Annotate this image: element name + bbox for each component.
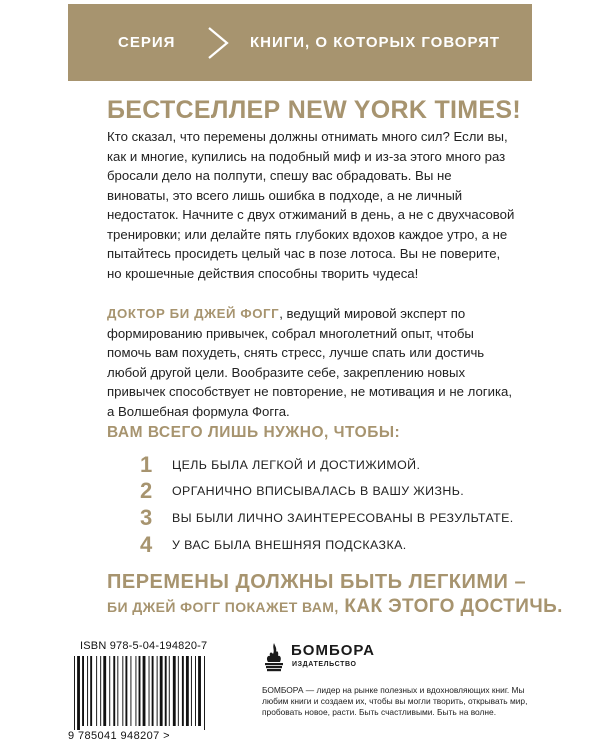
list-item-number: 4	[140, 532, 153, 557]
barcode-digits: 9 785041 948207 >	[68, 730, 170, 742]
series-name: КНИГИ, О КОТОРЫХ ГОВОРЯТ	[250, 34, 501, 51]
barcode-bar	[90, 656, 92, 726]
barcode-bar	[117, 656, 118, 726]
barcode-bar	[109, 656, 110, 726]
barcode-bar	[182, 656, 184, 726]
intro-paragraph: Кто сказал, что перемены должны отнимать много сил? Если вы, как и многие, купились на подобный миф и из-за этого много раз бросали дело на полпути, спешу вас обрадовать. Вы не виноваты, это всего лишь ошибка в подходе, а не личный недостаток. Начните с двух отжиманий в день, а не с двухчасовой тренировки; или делайте пять глубоких вдохов каждое утро, а не пытайтесь просидеть целый час в позе лотоса. Вы не поверите, но крошечные действия способны творить чудеса!	[107, 129, 515, 281]
barcode-bar	[135, 656, 136, 726]
list-item-text: У ВАС БЫЛА ВНЕШНЯЯ ПОДСКАЗКА.	[172, 538, 407, 552]
list-item	[140, 452, 420, 478]
series-banner	[68, 4, 532, 81]
chevron-right-icon	[206, 26, 230, 60]
barcode-bar	[186, 656, 189, 726]
series-label: СЕРИЯ	[118, 34, 176, 51]
barcode-bar	[169, 656, 170, 726]
closing-subline-small: БИ ДЖЕЙ ФОГГ ПОКАЖЕТ ВАМ,	[107, 599, 339, 615]
barcode-bar	[74, 656, 75, 730]
publisher-subtitle: ИЗДАТЕЛЬСТВО	[292, 661, 357, 668]
bestseller-headline: БЕСТСЕЛЛЕР NEW YORK TIMES!	[107, 96, 521, 124]
barcode-bar	[195, 656, 196, 726]
barcode-bar	[113, 656, 115, 726]
barcode-bar	[87, 656, 88, 726]
list-item	[140, 478, 464, 504]
author-paragraph	[107, 304, 517, 421]
barcode-bar	[100, 656, 101, 726]
barcode-bar	[198, 656, 201, 726]
list-item	[140, 505, 514, 531]
list-item-number: 3	[140, 505, 153, 530]
closing-subline-big: КАК ЭТОГО ДОСТИЧЬ.	[338, 596, 563, 617]
barcode-bar	[149, 656, 150, 726]
list-item-number: 2	[140, 478, 153, 503]
publisher-name: БОМБОРА	[291, 642, 375, 659]
list-item	[140, 532, 407, 558]
barcode-bar	[139, 656, 141, 726]
author-name: ДОКТОР БИ ДЖЕЙ ФОГГ	[107, 306, 280, 321]
barcode-bar	[157, 656, 158, 726]
publisher-about: БОМБОРА — лидер на рынке полезных и вдохновляющих книг. Мы любим книги и создаем их, чтобы вы могли творить, открывать мир, пробовать новое, расти. Быть счастливыми. Быть на волне.	[262, 685, 528, 717]
barcode	[70, 656, 246, 730]
closing-subline	[107, 596, 563, 618]
barcode-bar	[152, 656, 154, 726]
author-description: , ведущий мировой эксперт по формированию привычек, собрал многолетний опыт, чтобы помочь вам похудеть, снять стресс, лучше спать или достичь любой другой цели. Вообразите себе, закреплению новых привычек способствует не повторение, не мотивация и не логика, а Волшебная формула Фогга.	[107, 306, 513, 419]
barcode-bar	[122, 656, 123, 726]
list-item-text: ЦЕЛЬ БЫЛА ЛЕГКОЙ И ДОСТИЖИМОЙ.	[172, 458, 421, 472]
needs-title: ВАМ ВСЕГО ЛИШЬ НУЖНО, ЧТОБЫ:	[107, 424, 401, 441]
barcode-bar	[96, 656, 97, 726]
barcode-bar	[178, 656, 179, 726]
barcode-bar	[82, 656, 84, 726]
list-item-text: ОРГАНИЧНО ВПИСЫВАЛАСЬ В ВАШУ ЖИЗНЬ.	[172, 484, 465, 498]
barcode-bar	[130, 656, 131, 726]
barcode-bar	[160, 656, 163, 726]
barcode-bar	[173, 656, 176, 726]
barcode-block	[68, 640, 248, 744]
barcode-bar	[77, 656, 80, 730]
list-item-text: ВЫ БЫЛИ ЛИЧНО ЗАИНТЕРЕСОВАНЫ В РЕЗУЛЬТАТЕ.	[172, 511, 514, 525]
barcode-bar	[125, 656, 127, 726]
barcode-bar	[204, 656, 205, 730]
isbn-label: ISBN 978-5-04-194820-7	[80, 640, 208, 652]
barcode-bar	[165, 656, 167, 726]
publisher-logo-icon	[262, 642, 286, 672]
closing-headline: ПЕРЕМЕНЫ ДОЛЖНЫ БЫТЬ ЛЕГКИМИ –	[107, 571, 527, 593]
barcode-bar	[143, 656, 146, 726]
barcode-bar	[103, 656, 106, 726]
barcode-bar	[191, 656, 192, 726]
list-item-number: 1	[140, 452, 153, 477]
